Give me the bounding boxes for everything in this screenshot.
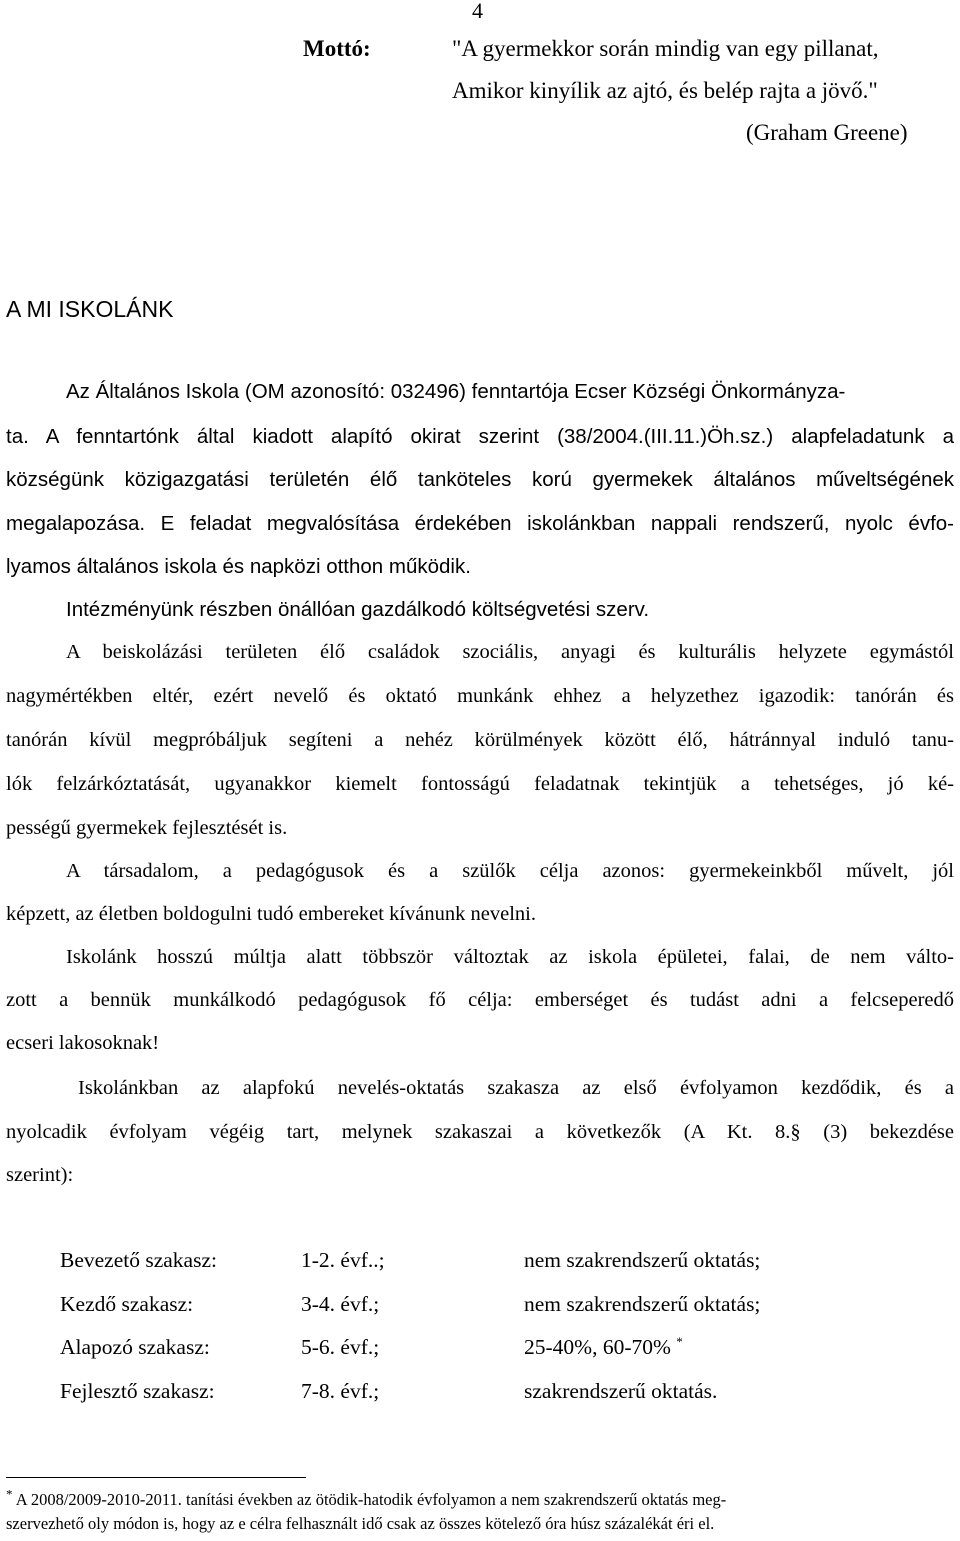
- paragraph-5-line-3: szerint):: [6, 1164, 74, 1186]
- stage-grades: 5-6. évf.;: [301, 1335, 380, 1359]
- stage-mode-text: 25-40%, 60-70%: [524, 1335, 671, 1359]
- motto-attribution: (Graham Greene): [746, 120, 908, 145]
- footnote-marker: *: [676, 1333, 683, 1349]
- paragraph-4-line-3: ecseri lakosoknak!: [6, 1032, 160, 1054]
- paragraph-1-line-3: községünk közigazgatási területén élő tanköteles korú gyermekek általános műveltségének: [6, 468, 954, 491]
- stage-grades: 3-4. évf.;: [301, 1292, 380, 1316]
- paragraph-1-line-4: megalapozása. E feladat megvalósítása érdekében iskolánkban nappali rendszerű, nyolc évfo-: [6, 512, 954, 535]
- paragraph-2-line-1: A beiskolázási területen élő családok szociális, anyagi és kulturális helyzete egymástól: [66, 641, 954, 663]
- paragraph-1-line-2: ta. A fenntartónk által kiadott alapító okirat szerint (38/2004.(III.11.)Öh.sz.) alapfeladatunk a: [6, 425, 954, 448]
- stage-mode: [524, 1335, 683, 1360]
- paragraph-2-line-3: tanórán kívül megpróbáljuk segíteni a nehéz körülmények között élő, hátránnyal induló tanu-: [6, 729, 954, 751]
- footnote-divider: [6, 1477, 306, 1478]
- paragraph-2-line-5: pességű gyermekek fejlesztését is.: [6, 817, 288, 839]
- paragraph-3-line-2: képzett, az életben boldogulni tudó embereket kívánunk nevelni.: [6, 903, 536, 925]
- footnote-mark: *: [6, 1486, 13, 1502]
- stage-name: Fejlesztő szakasz:: [60, 1379, 215, 1403]
- stage-mode: nem szakrendszerű oktatás;: [524, 1248, 761, 1272]
- paragraph-1-line-6: Intézményünk részben önállóan gazdálkodó költségvetési szerv.: [66, 598, 650, 621]
- stage-mode: nem szakrendszerű oktatás;: [524, 1292, 761, 1316]
- paragraph-2-line-2: nagymértékben eltér, ezért nevelő és oktató munkánk ehhez a helyzethez igazodik: tanórán és: [6, 685, 954, 707]
- motto-line-2: Amikor kinyílik az ajtó, és belép rajta a jövő.": [452, 78, 878, 103]
- paragraph-4-line-1: Iskolánk hosszú múltja alatt többször változtak az iskola épületei, falai, de nem válto-: [66, 946, 954, 968]
- paragraph-4-line-2: zott a bennük munkálkodó pedagógusok fő célja: emberséget és tudást adni a felcseperedő: [6, 989, 954, 1011]
- footnote-text-1: A 2008/2009-2010-2011. tanítási években az ötödik-hatodik évfolyamon a nem szakrendszerű oktatás meg-: [15, 1490, 727, 1509]
- section-heading: A MI ISKOLÁNK: [6, 296, 174, 322]
- stage-name: Kezdő szakasz:: [60, 1292, 194, 1316]
- paragraph-1-line-5: lyamos általános iskola és napközi otthon működik.: [6, 555, 471, 578]
- footnote-line-1: [6, 1486, 954, 1510]
- stage-mode: szakrendszerű oktatás.: [524, 1379, 718, 1403]
- stage-grades: 7-8. évf.;: [301, 1379, 380, 1403]
- paragraph-2-line-4: lók felzárkóztatását, ugyanakkor kiemelt fontosságú feladatnak tekintjük a tehetséges, jó ké-: [6, 773, 954, 795]
- stage-name: Alapozó szakasz:: [60, 1335, 210, 1359]
- stage-grades: 1-2. évf..;: [301, 1248, 385, 1272]
- paragraph-5-line-2: nyolcadik évfolyam végéig tart, melynek szakaszai a következők (A Kt. 8.§ (3) bekezdése: [6, 1121, 954, 1143]
- paragraph-3-line-1: A társadalom, a pedagógusok és a szülők célja azonos: gyermekeinkből művelt, jól: [66, 860, 954, 882]
- page-number: 4: [472, 0, 483, 23]
- paragraph-5-line-1: Iskolánkban az alapfokú nevelés-oktatás szakasza az első évfolyamon kezdődik, és a: [78, 1077, 954, 1099]
- footnote-line-2: szervezhető oly módon is, hogy az e célra felhasznált idő csak az összes kötelező óra húsz százalékát éri el.: [6, 1514, 715, 1533]
- motto-line-1: "A gyermekkor során mindig van egy pillanat,: [452, 36, 879, 61]
- motto-label: Mottó:: [303, 36, 371, 61]
- paragraph-1-line-1: Az Általános Iskola (OM azonosító: 032496) fenntartója Ecser Községi Önkormányza-: [66, 380, 846, 403]
- stage-name: Bevezető szakasz:: [60, 1248, 217, 1272]
